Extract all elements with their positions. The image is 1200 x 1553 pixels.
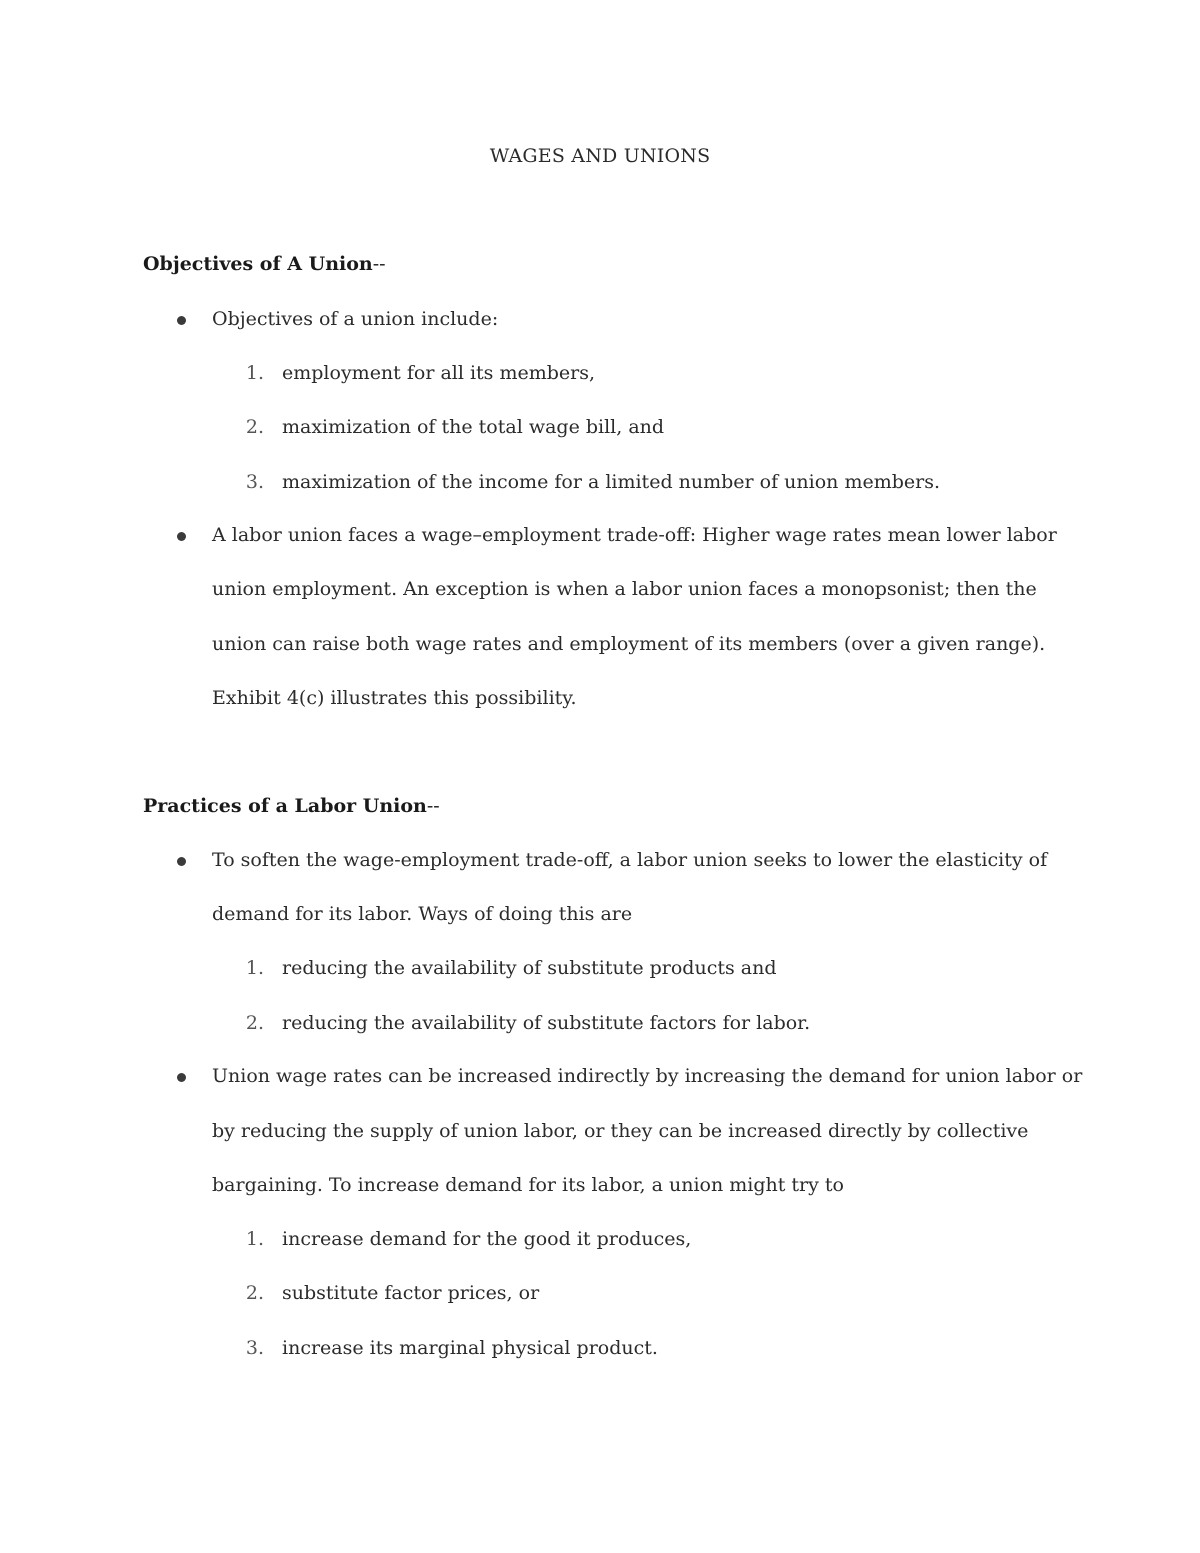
bullet-icon [177,857,186,866]
bullet-text-line: demand for its labor. Ways of doing this are [212,903,633,925]
document-title: WAGES AND UNIONS [489,145,711,167]
list-item: maximization of the income for a limited number of union members. [282,471,940,493]
bullet-icon [177,316,186,325]
list-number: 3. [245,471,264,493]
bullet-text-line: union employment. An exception is when a labor union faces a monopsonist; then the [212,578,1037,600]
list-number: 3. [245,1337,264,1359]
list-item: reducing the availability of substitute factors for labor. [282,1012,811,1034]
bullet-text-line: To soften the wage-employment trade-off, a labor union seeks to lower the elasticity of [212,849,1048,871]
section-heading-practices [143,793,440,819]
bullet-icon [177,1073,186,1082]
bullet-icon [177,532,186,541]
list-number: 1. [245,957,264,979]
bullet-text-line: A labor union faces a wage–employment trade-off: Higher wage rates mean lower labor [212,524,1057,546]
bullet-text: Objectives of a union include: [212,308,499,330]
bullet-text-line: Exhibit 4(c) illustrates this possibility. [212,687,577,709]
list-item: reducing the availability of substitute products and [282,957,777,979]
bullet-text-line: union can raise both wage rates and employment of its members (over a given range). [212,633,1046,655]
list-item: increase its marginal physical product. [282,1337,658,1359]
list-number: 2. [245,1012,264,1034]
bullet-text-line: by reducing the supply of union labor, or they can be increased directly by collective [212,1120,1029,1142]
list-item: increase demand for the good it produces, [282,1228,692,1250]
heading-dashes: -- [372,253,386,275]
list-item: maximization of the total wage bill, and [282,416,665,438]
bullet-text-line: bargaining. To increase demand for its labor, a union might try to [212,1174,844,1196]
list-number: 2. [245,1282,264,1304]
list-item: substitute factor prices, or [282,1282,540,1304]
bullet-text-line: Union wage rates can be increased indirectly by increasing the demand for union labor or [212,1065,1083,1087]
list-number: 1. [245,362,264,384]
heading-dashes: -- [426,795,440,817]
section-heading-objectives [143,251,386,277]
section-heading-text: Practices of a Labor Union [143,795,427,817]
list-number: 1. [245,1228,264,1250]
list-number: 2. [245,416,264,438]
section-heading-text: Objectives of A Union [143,253,373,275]
list-item: employment for all its members, [282,362,596,384]
